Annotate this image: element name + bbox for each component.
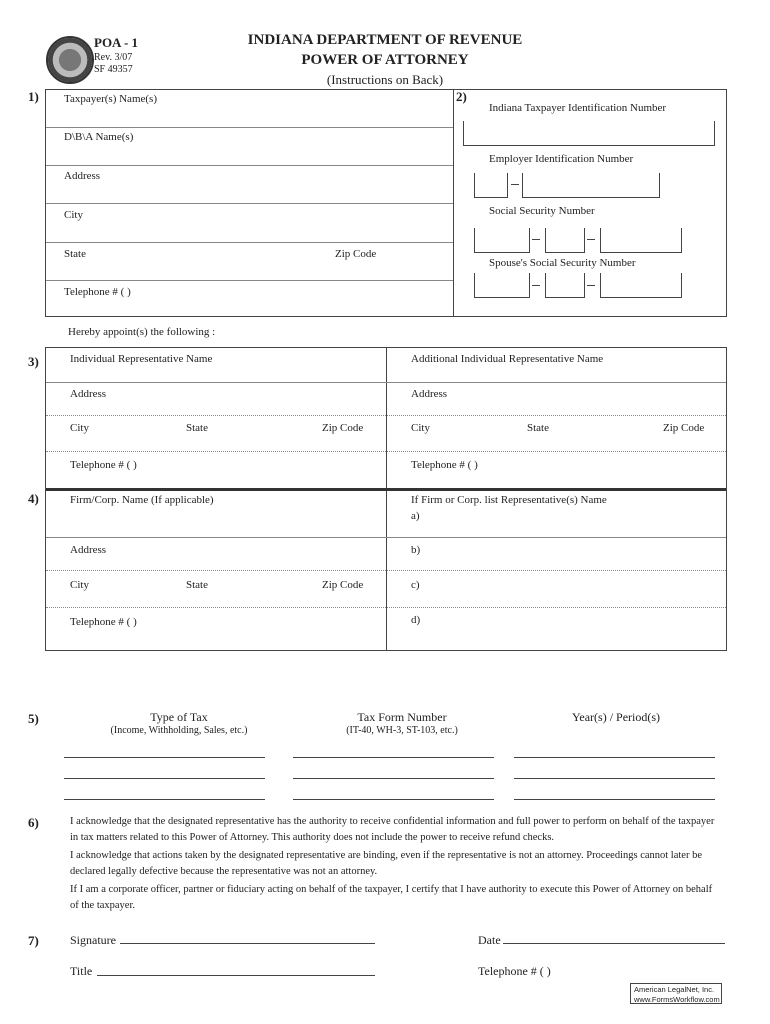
firm-rep-b-field[interactable]: b) — [411, 544, 421, 556]
column-divider — [386, 347, 387, 650]
dash — [511, 184, 519, 185]
date-label: Date — [478, 933, 501, 947]
row-line — [46, 203, 453, 204]
publisher-stamp — [630, 983, 722, 1004]
ein-label: Employer Identification Number — [489, 153, 634, 165]
firm-name-field[interactable]: Firm/Corp. Name (If applicable) — [70, 494, 214, 506]
publisher-url: www.FormsWorkflow.com — [634, 995, 720, 1004]
firm-rep-c-field[interactable]: c) — [411, 579, 420, 591]
firm-city-field[interactable]: City — [70, 579, 89, 591]
firm-rep-d-field[interactable]: d) — [411, 614, 421, 626]
type-of-tax-hint: (Income, Withholding, Sales, etc.) — [110, 725, 248, 736]
row-line — [46, 382, 726, 383]
taxpayer-name-field[interactable]: Taxpayer(s) Name(s) — [64, 93, 157, 105]
tax-form-line-2[interactable] — [293, 778, 494, 779]
rep-address-field[interactable]: Address — [70, 388, 107, 400]
row-line — [46, 607, 726, 608]
spouse-ssn-label: Spouse's Social Security Number — [489, 257, 636, 269]
spouse-ssn-part3-input[interactable] — [600, 273, 682, 298]
row-line — [46, 280, 453, 281]
years-line-3[interactable] — [514, 799, 715, 800]
spouse-ssn-part1-input[interactable] — [474, 273, 530, 298]
agency-name: INDIANA DEPARTMENT OF REVENUE — [247, 32, 523, 48]
row-line — [46, 127, 453, 128]
form-title: POWER OF ATTORNEY — [301, 52, 469, 68]
form-rev: Rev. 3/07 — [94, 52, 133, 63]
section-separator — [46, 488, 726, 491]
signer-telephone-field[interactable]: Telephone # ( ) — [478, 964, 551, 978]
form-sf: SF 49357 — [94, 64, 133, 75]
row-line — [46, 242, 453, 243]
form-id: POA - 1 — [94, 35, 139, 50]
rep-state-field[interactable]: State — [186, 422, 208, 434]
appoint-text: Hereby appoint(s) the following : — [68, 326, 216, 338]
type-of-tax-line-1[interactable] — [64, 757, 265, 758]
firm-rep-a-field[interactable]: a) — [411, 510, 420, 522]
publisher-name: American LegalNet, Inc. — [634, 985, 715, 994]
ssn-label: Social Security Number — [489, 205, 595, 217]
rep-telephone-field[interactable]: Telephone # ( ) — [70, 459, 137, 471]
rep-name-field[interactable]: Individual Representative Name — [70, 353, 213, 365]
signature-line[interactable] — [120, 930, 375, 944]
dba-name-field[interactable]: D\B\A Name(s) — [64, 131, 134, 143]
dash — [532, 285, 540, 286]
additional-rep-telephone-field[interactable]: Telephone # ( ) — [411, 459, 478, 471]
firm-state-field[interactable]: State — [186, 579, 208, 591]
telephone-field[interactable]: Telephone # ( ) — [64, 286, 131, 298]
title-label: Title — [70, 964, 93, 978]
city-field[interactable]: City — [64, 209, 83, 221]
dash — [587, 239, 595, 240]
section-4-number: 4) — [28, 491, 39, 506]
type-of-tax-line-2[interactable] — [64, 778, 265, 779]
row-line — [46, 415, 726, 416]
address-field[interactable]: Address — [64, 170, 101, 182]
type-of-tax-label: Type of Tax — [150, 710, 208, 724]
additional-rep-state-field[interactable]: State — [527, 422, 549, 434]
firm-reps-label: If Firm or Corp. list Representative(s) Name — [411, 494, 607, 506]
years-line-2[interactable] — [514, 778, 715, 779]
row-line — [46, 537, 726, 538]
itin-label: Indiana Taxpayer Identification Number — [489, 102, 667, 114]
years-line-1[interactable] — [514, 757, 715, 758]
section-1-number: 1) — [28, 89, 39, 104]
years-periods-label: Year(s) / Period(s) — [571, 710, 661, 724]
tax-form-number-hint: (IT-40, WH-3, ST-103, etc.) — [346, 725, 458, 736]
date-line[interactable] — [503, 930, 725, 944]
tax-form-line-3[interactable] — [293, 799, 494, 800]
ein-prefix-input[interactable] — [474, 173, 508, 198]
tax-form-number-label: Tax Form Number — [357, 710, 447, 724]
section-6-number: 6) — [28, 815, 39, 830]
row-line — [46, 165, 453, 166]
additional-rep-address-field[interactable]: Address — [411, 388, 448, 400]
tax-form-line-1[interactable] — [293, 757, 494, 758]
dash — [532, 239, 540, 240]
section-5-number: 5) — [28, 711, 39, 726]
acknowledgement-paragraph-1: I acknowledge that the designated representative has the authority to receive confidential information and full power to perform on behalf of the taxpayer in tax matters related to this Power of Attorney. This authority does not include the power to receive refund checks. — [70, 816, 715, 843]
additional-rep-city-field[interactable]: City — [411, 422, 430, 434]
itin-input[interactable] — [463, 121, 715, 146]
firm-address-field[interactable]: Address — [70, 544, 107, 556]
firm-zip-field[interactable]: Zip Code — [322, 579, 364, 591]
certification-paragraph: If I am a corporate officer, partner or fiduciary acting on behalf of the taxpayer, I certify that I have authority to execute this Power of Attorney on behalf of the taxpayer. — [70, 884, 713, 911]
signature-label: Signature — [70, 933, 116, 947]
type-of-tax-line-3[interactable] — [64, 799, 265, 800]
section-divider — [453, 89, 454, 316]
firm-telephone-field[interactable]: Telephone # ( ) — [70, 616, 137, 628]
form-subtitle: (Instructions on Back) — [326, 72, 444, 87]
section-2-number: 2) — [456, 89, 467, 104]
section-7-number: 7) — [28, 933, 39, 948]
ssn-part2-input[interactable] — [545, 228, 585, 253]
zip-field[interactable]: Zip Code — [335, 248, 377, 260]
ein-suffix-input[interactable] — [522, 173, 660, 198]
additional-rep-zip-field[interactable]: Zip Code — [663, 422, 705, 434]
title-line[interactable] — [97, 961, 375, 976]
ssn-part1-input[interactable] — [474, 228, 530, 253]
rep-city-field[interactable]: City — [70, 422, 89, 434]
acknowledgement-paragraph-2: I acknowledge that actions taken by the designated representative are binding, even if the representative is not an attorney. Proceedings cannot later be declared legally defective because the representative was not an attorney. — [70, 850, 702, 877]
dash — [587, 285, 595, 286]
ssn-part3-input[interactable] — [600, 228, 682, 253]
row-line — [46, 451, 726, 452]
additional-rep-name-field[interactable]: Additional Individual Representative Name — [411, 353, 604, 365]
rep-zip-field[interactable]: Zip Code — [322, 422, 364, 434]
section-3-number: 3) — [28, 354, 39, 369]
row-line — [46, 570, 726, 571]
state-field[interactable]: State — [64, 248, 86, 260]
spouse-ssn-part2-input[interactable] — [545, 273, 585, 298]
